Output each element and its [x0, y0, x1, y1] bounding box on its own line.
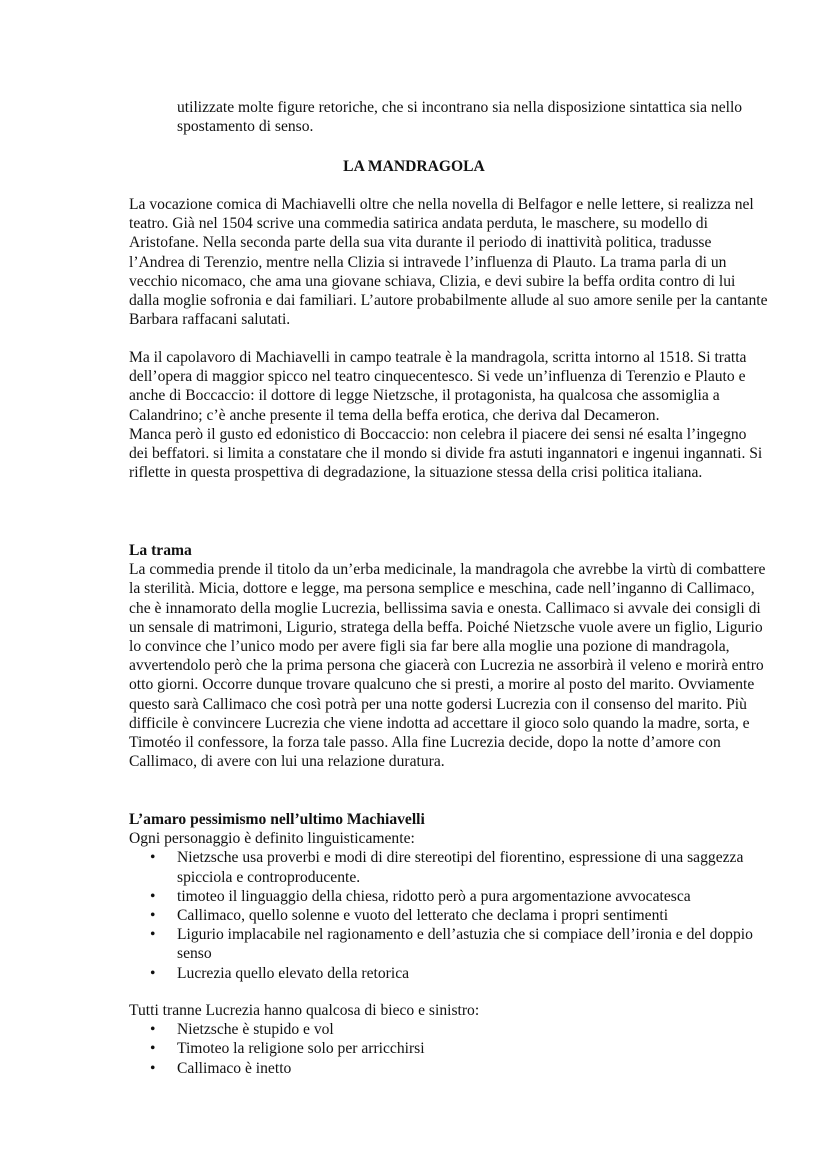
intro-continuation-text: utilizzate molte figure retoriche, che si incontrano sia nella disposizione sintattica sia nello spostamento di senso.	[177, 99, 743, 136]
list-item-text: Nietzsche usa proverbi e modi di dire stereotipi del fiorentino, espressione di una saggezza spicciola e controproducente.	[177, 849, 744, 886]
list-item	[129, 906, 769, 925]
page-title: LA MANDRAGOLA	[343, 158, 485, 175]
section-pessimismo-heading: L’amaro pessimismo nell’ultimo Machiavelli	[129, 811, 425, 828]
section-pessimismo-intro: Ogni personaggio è definito linguisticamente:	[129, 830, 415, 848]
bullet-icon: •	[150, 926, 156, 944]
list-item-text: Callimaco è inetto	[177, 1059, 292, 1077]
paragraph-2-text: Ma il capolavoro di Machiavelli in campo teatrale è la mandragola, scritta intorno al 1518. Si tratta dell’opera di maggior spicco nel teatro cinquecentesco. Si vede un’influenza di Terenzio e Plauto e anche di Boccaccio: il dottore di legge Nietzsche, il protagonista, ha qualcosa che assomiglia a Calandrino; c’è anche presente il tema della beffa erotica, che deriva dal Decameron.	[129, 349, 747, 424]
list-item	[129, 964, 769, 983]
intro-continuation	[177, 98, 777, 136]
bullet-icon: •	[150, 1021, 156, 1039]
list-item	[129, 848, 769, 886]
list-item-text: Lucrezia quello elevato della retorica	[177, 964, 410, 982]
section-sinistro-intro: Tutti tranne Lucrezia hanno qualcosa di bieco e sinistro:	[129, 1002, 480, 1019]
bullet-icon: •	[150, 849, 156, 867]
paragraph-1-text: La vocazione comica di Machiavelli oltre che nella novella di Belfagor e nelle lettere, si realizza nel teatro. Già nel 1504 scrive una commedia satirica andata perduta, le maschere, su modello di Aristofane. Nella seconda parte della sua vita durante il periodo di inattività politica, tradusse l’Andrea di Terenzio, mentre nella Clizia si intravede l’influenza di Plauto. La trama parla di un vecchio nicomaco, che ama una giovane schiava, Clizia, e devi subire la beffa ordita contro di lui dalla moglie sofronia e dai familiari. L’autore probabilmente allude al suo amore senile per la cantante Barbara raffacani salutati.	[129, 196, 768, 329]
bullet-icon: •	[150, 1059, 156, 1077]
bullet-icon: •	[150, 887, 156, 905]
bullet-icon: •	[150, 964, 156, 982]
paragraph-1	[129, 195, 769, 329]
list-item	[129, 1039, 769, 1058]
bullet-icon: •	[150, 1040, 156, 1058]
section-sinistro	[129, 1001, 769, 1078]
list-item-text: Callimaco, quello solenne e vuoto del letterato che declama i propri sentimenti	[177, 907, 669, 925]
bullet-icon: •	[150, 907, 156, 925]
list-item-text: Ligurio implacabile nel ragionamento e dell’astuzia che si compiace dell’ironia e del doppio senso	[177, 926, 753, 963]
character-language-list	[129, 848, 769, 982]
list-item-text: timoteo il linguaggio della chiesa, ridotto però a pura argomentazione avvocatesca	[177, 887, 691, 905]
section-trama-text: La commedia prende il titolo da un’erba medicinale, la mandragola che avrebbe la virtù di combattere la sterilità. Micia, dottore e legge, ma persona semplice e meschina, cade nell’inganno di Callimaco, che è innamorato della moglie Lucrezia, bellissima savia e onesta. Callimaco si avvale dei consigli di un sensale di matrimoni, Ligurio, stratega della beffa. Poiché Nietzsche vuole avere un figlio, Ligurio lo convince che l’unico modo per avere figli sia far bere alla moglie una pozione di mandragola, avvertendolo però che la prima persona che giacerà con Lucrezia ne assorbirà il veleno e morirà entro otto giorni. Occorre dunque trovare qualcuno che si presti, a morire al posto del marito. Ovviamente questo sarà Callimaco che così potrà per una notte godersi Lucrezia con il consenso del marito. Più difficile è convincere Lucrezia che viene indotta ad accettare il gioco solo quando la madre, sorta, e Timotéo il confessore, la forza tale passo. Alla fine Lucrezia decide, dopo la notte d’amore con Callimaco, di avere con lui una relazione duratura.	[129, 561, 766, 771]
list-item-text: Timoteo la religione solo per arricchirsi	[177, 1040, 425, 1058]
list-item	[129, 1059, 769, 1078]
section-trama	[129, 541, 769, 771]
paragraph-3-text: Manca però il gusto ed edonistico di Boccaccio: non celebra il piacere dei sensi né esalta l’ingegno dei beffatori. si limita a constatare che il mondo si divide fra astuti ingannatori e ingenui ingannati. Si riflette in questa prospettiva di degradazione, la situazione stessa della crisi politica italiana.	[129, 425, 763, 482]
list-item	[129, 925, 769, 963]
section-trama-heading: La trama	[129, 542, 192, 559]
sinister-traits-list	[129, 1020, 769, 1078]
paragraph-2	[129, 348, 769, 482]
section-pessimismo	[129, 810, 769, 983]
list-item	[129, 1020, 769, 1039]
list-item-text: Nietzsche è stupido e vol	[177, 1021, 334, 1039]
list-item	[129, 887, 769, 906]
